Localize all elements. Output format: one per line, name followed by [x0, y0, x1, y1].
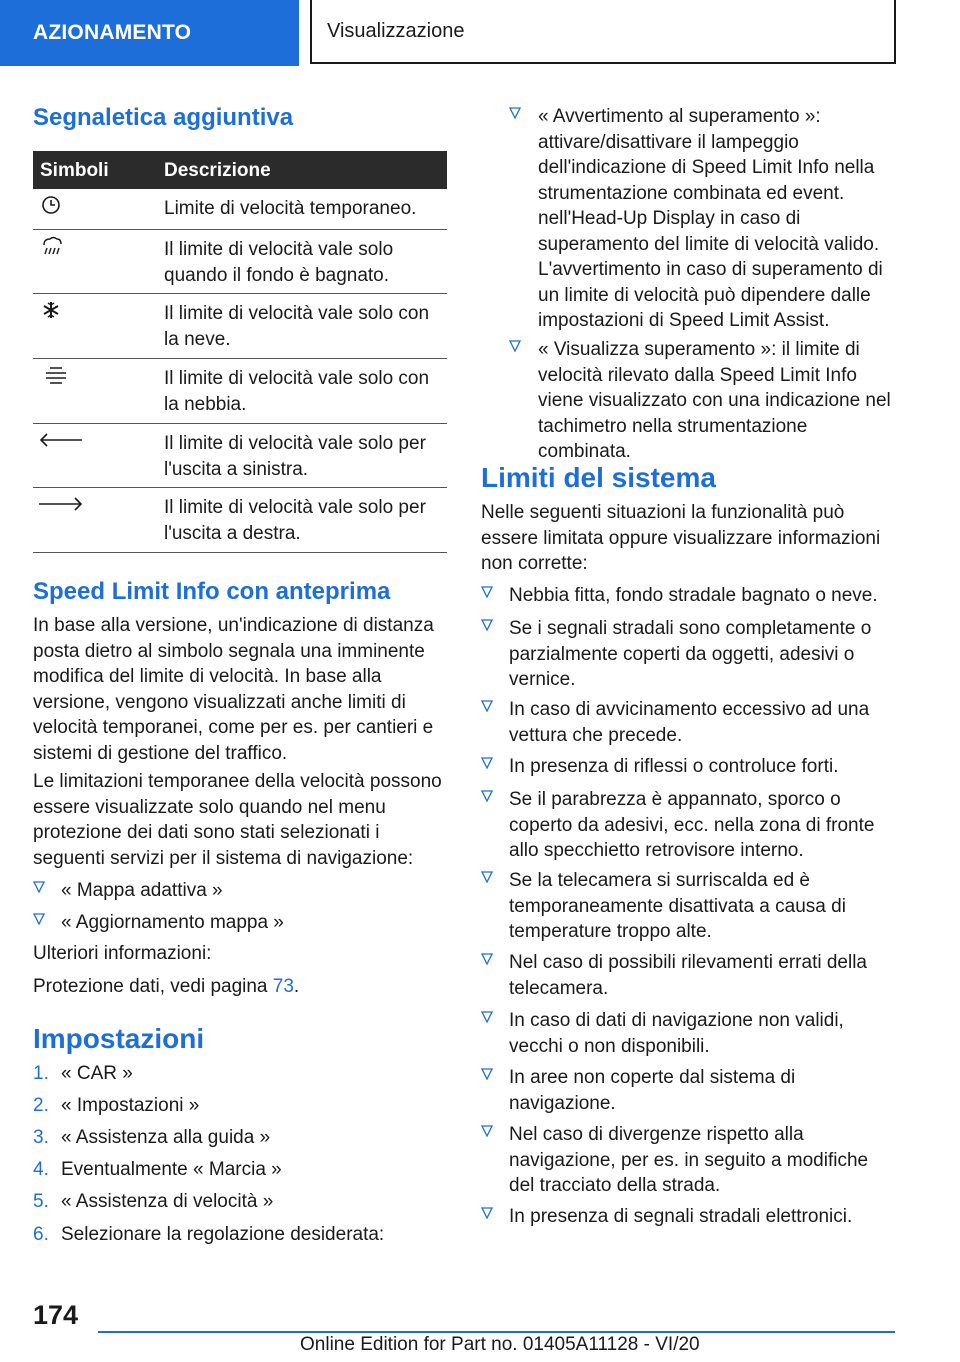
bullet-triangle-icon — [481, 757, 493, 769]
step-item: 5. « Assistenza di velocità » — [33, 1191, 274, 1212]
table-row — [33, 294, 447, 359]
list-item-text: In presenza di riflessi o controluce forti. — [509, 756, 839, 777]
column-header-description: Descrizione — [164, 160, 271, 181]
list-item: « Aggiornamento mappa » — [33, 910, 447, 936]
arrow-left-icon — [38, 430, 83, 452]
row-description: Limite di velocità temporaneo. — [164, 198, 417, 219]
fog-icon — [38, 365, 83, 387]
list-item-text: Se il parabrezza è appannato, sporco o coperto da adesivi, ecc. nella zona di fronte allo specchietto retrovisore interno. — [509, 789, 875, 861]
list-item-text: In caso di dati di navigazione non validi, vecchi o non disponibili. — [509, 1010, 844, 1057]
list-item-text: In caso di avvicinamento eccessivo ad una vettura che precede. — [509, 699, 870, 746]
paragraph-temporary-limits: Le limitazioni temporanee della velocità possono essere visualizzate solo quando nel menu protezione dei dati sono stati selezionati i seguenti servizi per il sistema di navigazione: — [33, 771, 442, 869]
step-item: 4. Eventualmente « Marcia » — [33, 1159, 282, 1180]
footer-divider — [98, 1331, 895, 1333]
bullet-triangle-icon — [481, 700, 493, 712]
bullet-triangle-icon — [481, 871, 493, 883]
page-link[interactable]: 73 — [272, 976, 294, 997]
table-row — [33, 189, 447, 230]
clock-icon — [38, 195, 83, 217]
section-label: Visualizzazione — [327, 19, 465, 42]
row-description: Il limite di velocità vale solo per l'uscita a sinistra. — [164, 433, 426, 480]
step-item: 6. Selezionare la regolazione desiderata: — [33, 1224, 385, 1245]
bullet-triangle-icon — [33, 881, 45, 893]
bullet-triangle-icon — [509, 107, 521, 119]
section-title-speed-limit-info: Speed Limit Info con anteprima — [33, 578, 391, 605]
paragraph-limits-intro: Nelle seguenti situazioni la funzionalità può essere limitata oppure visualizzare informazioni non corrette: — [481, 502, 881, 574]
bullet-triangle-icon — [481, 586, 493, 598]
row-description: Il limite di velocità vale solo per l'uscita a destra. — [164, 497, 426, 544]
bullet-triangle-icon — [481, 1068, 493, 1080]
row-description: Il limite di velocità vale solo con la nebbia. — [164, 368, 430, 415]
row-description: Il limite di velocità vale solo con la neve. — [164, 303, 430, 350]
section-title-segnaletica: Segnaletica aggiuntiva — [33, 104, 294, 131]
row-description: Il limite di velocità vale solo quando il fondo è bagnato. — [164, 239, 394, 286]
step-item: 3. « Assistenza alla guida » — [33, 1127, 271, 1148]
page-number: 174 — [33, 1300, 79, 1330]
paragraph-preview: In base alla versione, un'indicazione di distanza posta dietro al simbolo segnala una imminente modifica del limite di velocità. In base alla versione, vengono visualizzati anche limiti di velocità temporanei, come per es. per cantieri e sistemi di gestione del traffico. — [33, 615, 434, 764]
bullet-triangle-icon — [481, 1207, 493, 1219]
table-row — [33, 424, 447, 488]
table-header — [33, 151, 447, 189]
column-header-symbols: Simboli — [40, 160, 109, 181]
list-item-text: Se i segnali stradali sono completamente o parzialmente coperti da oggetti, adesivi o vernice. — [509, 618, 872, 690]
bullet-triangle-icon — [33, 913, 45, 925]
chapter-label: AZIONAMENTO — [33, 21, 192, 44]
list-item-text: In presenza di segnali stradali elettronici. — [509, 1206, 853, 1227]
list-item-text: Nel caso di possibili rilevamenti errati della telecamera. — [509, 952, 867, 999]
bullet-triangle-icon — [481, 1125, 493, 1137]
arrow-right-icon — [38, 494, 83, 516]
snowflake-icon — [38, 300, 83, 322]
rain-icon — [38, 236, 83, 258]
chapter-tab — [0, 0, 299, 66]
section-header — [310, 0, 896, 64]
privacy-reference: Protezione dati, vedi pagina 73. — [33, 976, 300, 997]
list-item-text: Se la telecamera si surriscalda ed è temporaneamente disattivata a causa di temperature troppo alte. — [509, 870, 846, 942]
footer-edition: Online Edition for Part no. 01405A11128 - VI/20 — [300, 1334, 700, 1355]
bullet-triangle-icon — [509, 340, 521, 352]
bullet-triangle-icon — [481, 1011, 493, 1023]
table-row — [33, 230, 447, 294]
bullet-triangle-icon — [481, 790, 493, 802]
list-item-text: In aree non coperte dal sistema di navigazione. — [509, 1067, 796, 1114]
table-row — [33, 359, 447, 424]
table-row — [33, 488, 447, 553]
section-title-impostazioni: Impostazioni — [33, 1023, 205, 1054]
list-item-text: Nel caso di divergenze rispetto alla navigazione, per es. in seguito a modifiche del tracciato della strada. — [509, 1124, 869, 1196]
step-item: 2. « Impostazioni » — [33, 1095, 200, 1116]
more-info-label: Ulteriori informazioni: — [33, 943, 212, 964]
list-item-text: Nebbia fitta, fondo stradale bagnato o neve. — [509, 585, 878, 606]
step-item: 1. « CAR » — [33, 1063, 133, 1084]
bullet-triangle-icon — [481, 619, 493, 631]
bullet-triangle-icon — [481, 953, 493, 965]
list-item: « Mappa adattiva » — [33, 878, 447, 904]
section-title-limiti: Limiti del sistema — [481, 462, 716, 493]
